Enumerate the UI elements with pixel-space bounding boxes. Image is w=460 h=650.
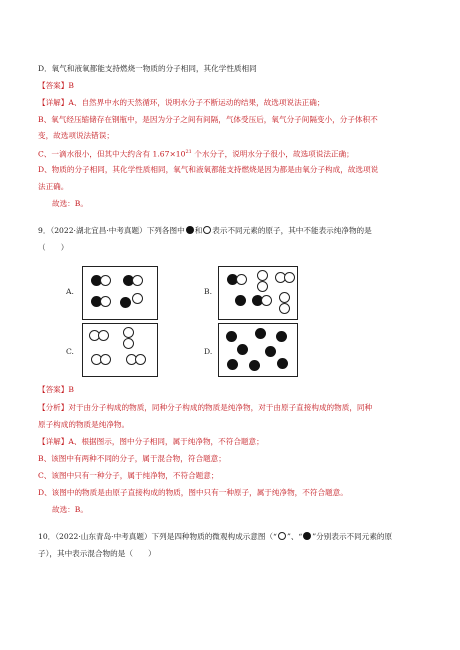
white-atom bbox=[100, 296, 111, 307]
black-atom bbox=[276, 331, 287, 342]
q9-stem: 9．（2022·湖北宜昌·中考真题）下列各图中 和 表示不同元素的原子，其中不能表示纯净物的是 bbox=[38, 226, 372, 235]
black-atom bbox=[249, 360, 260, 371]
white-atom bbox=[132, 275, 143, 286]
white-atom bbox=[284, 272, 295, 283]
black-atom bbox=[277, 358, 288, 369]
q8-detail-d2: 法正确。 bbox=[38, 182, 69, 191]
white-atom-icon bbox=[278, 532, 286, 540]
q8-detail-b1: B、氧气经压缩储存在钢瓶中，是因为分子之间有间隔，气体受压后，氧气分子间隔变小，分子体积不 bbox=[38, 115, 378, 124]
q9-analysis-2: 原子构成的物质是纯净物。 bbox=[38, 420, 130, 429]
black-atom bbox=[255, 328, 266, 339]
black-atom bbox=[226, 331, 237, 342]
white-atom bbox=[123, 338, 134, 349]
black-atom-icon bbox=[186, 226, 194, 234]
q9-option-a-label: A. bbox=[66, 287, 74, 296]
white-atom bbox=[123, 327, 134, 338]
white-atom bbox=[279, 303, 290, 314]
q8-detail-a: 【详解】A、自然界中水的天然循环，说明水分子不断运动的结果，故选项说法正确； bbox=[38, 98, 325, 107]
q9-conclusion: 故选：B。 bbox=[52, 505, 88, 514]
q9-detail-c: C、该图中只有一种分子，属于纯净物，不符合题意； bbox=[38, 471, 219, 480]
black-atom bbox=[265, 346, 276, 357]
q9-detail-a: 【详解】A、根据图示，图中分子相同，属于纯净物，不符合题意； bbox=[38, 437, 264, 446]
q8-option-d: D．氧气和液氧都能支持燃烧一物质的分子相同，其化学性质相同 bbox=[38, 64, 257, 73]
q9-option-c-diagram bbox=[82, 323, 158, 377]
q8-answer: 【答案】B bbox=[38, 81, 74, 90]
white-atom bbox=[236, 274, 247, 285]
black-atom bbox=[237, 344, 248, 355]
white-atom-icon bbox=[203, 226, 211, 234]
q10-stem-line2: 子），其中表示混合物的是（ ） bbox=[38, 549, 156, 558]
q9-paren: （ ） bbox=[38, 243, 69, 252]
q9-detail-d: D、该图中的物质是由原子直接构成的物质，图中只有一种原子，属于纯净物，不符合题意。 bbox=[38, 488, 348, 497]
q9-detail-b: B、该图中有两种不同的分子，属于混合物，符合题意； bbox=[38, 454, 226, 463]
q9-option-d-diagram bbox=[218, 323, 298, 377]
q9-option-b-label: B. bbox=[204, 287, 212, 296]
q8-conclusion: 故选：B。 bbox=[52, 199, 88, 208]
q9-option-d-label: D. bbox=[204, 347, 213, 356]
q8-detail-d1: D、物质的分子相同，其化学性质相同，氧气和液氧都能支持燃烧是因为都是由氧分子构成，故选项说 bbox=[38, 165, 379, 174]
black-atom bbox=[227, 359, 238, 370]
q8-detail-c: C、一滴水很小，但其中大约含有 $1.67\times 10^{21}$ 个水分子，说明水分子很小，故选项说法正确； bbox=[38, 149, 354, 159]
white-atom bbox=[257, 281, 268, 292]
white-atom bbox=[98, 330, 109, 341]
q9-option-b-diagram bbox=[218, 266, 298, 320]
black-atom bbox=[235, 295, 246, 306]
white-atom bbox=[132, 293, 143, 304]
q9-answer: 【答案】B bbox=[38, 385, 74, 394]
black-atom bbox=[120, 297, 131, 308]
black-atom-icon bbox=[303, 532, 311, 540]
white-atom bbox=[135, 354, 146, 365]
white-atom bbox=[100, 354, 111, 365]
white-atom bbox=[261, 295, 272, 306]
white-atom bbox=[279, 292, 290, 303]
q9-option-c-label: C. bbox=[66, 347, 74, 356]
q9-analysis-1: 【分析】对于由分子构成的物质，同种分子构成的物质是纯净物，对于由原子直接构成的物质，同种 bbox=[38, 403, 373, 412]
q9-option-a-diagram bbox=[82, 266, 158, 320]
white-atom bbox=[100, 275, 111, 286]
white-atom bbox=[257, 270, 268, 281]
q8-detail-b2: 变，故选项说法错误； bbox=[38, 131, 114, 140]
q10-stem-line1: 10．（2022·山东青岛·中考真题）下列是四种物质的微观构成示意图（“ ”、“ ”分别表示不同元素的原 bbox=[38, 532, 393, 541]
